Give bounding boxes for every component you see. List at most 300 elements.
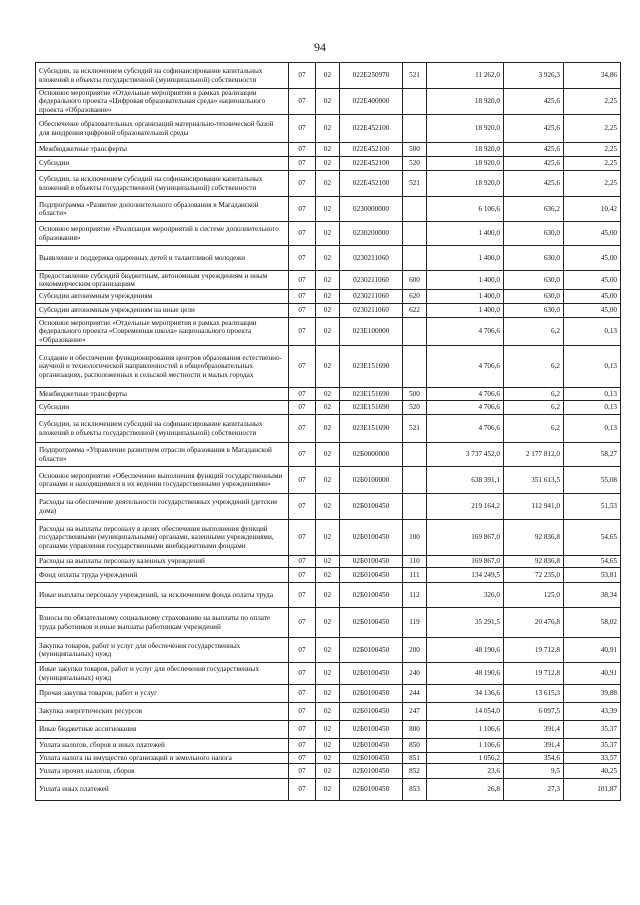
expense-type-cell: 600 <box>403 271 427 290</box>
executed-amount-cell: 92 836,8 <box>504 520 564 556</box>
target-article-cell: 02Б0100450 <box>340 779 403 801</box>
section-code-cell: 07 <box>289 63 316 89</box>
plan-amount-cell: 1 400,0 <box>427 290 504 304</box>
target-article-cell: 02Б0100450 <box>340 739 403 753</box>
percent-cell: 54,65 <box>564 520 621 556</box>
subsection-code-cell: 02 <box>316 401 340 415</box>
section-code-cell: 07 <box>289 246 316 271</box>
section-code-cell: 07 <box>289 222 316 246</box>
section-code-cell: 07 <box>289 583 316 608</box>
plan-amount-cell: 1 106,6 <box>427 721 504 739</box>
percent-cell: 34,86 <box>564 63 621 89</box>
executed-amount-cell: 13 615,3 <box>504 685 564 703</box>
table-row <box>36 638 621 663</box>
target-article-cell: 02Б0100450 <box>340 721 403 739</box>
subsection-code-cell: 02 <box>316 685 340 703</box>
subsection-code-cell: 02 <box>316 388 340 401</box>
row-name-cell: Предоставление субсидий бюджетным, автономным учреждениям и иным некоммерческим организациям <box>36 271 289 290</box>
row-name-cell: Расходы на выплаты персоналу в целях обеспечения выполнения функций государственными (муниципальными) органами, казенными учреждениями, органами управления государственными внебюджетными фондами <box>36 520 289 556</box>
section-code-cell: 07 <box>289 520 316 556</box>
expense-type-cell: 112 <box>403 583 427 608</box>
row-name-cell: Уплата прочих налогов, сборов <box>36 764 289 779</box>
percent-cell: 33,57 <box>564 753 621 764</box>
executed-amount-cell: 630,0 <box>504 222 564 246</box>
budget-table <box>35 62 621 801</box>
percent-cell: 2,25 <box>564 171 621 197</box>
target-article-cell: 02Б0100450 <box>340 764 403 779</box>
section-code-cell: 07 <box>289 764 316 779</box>
executed-amount-cell: 92 836,8 <box>504 556 564 568</box>
target-article-cell: 02Б0000000 <box>340 443 403 467</box>
row-name-cell: Закупка энергетических ресурсов <box>36 703 289 721</box>
table-row <box>36 89 621 115</box>
expense-type-cell: 200 <box>403 638 427 663</box>
table-row <box>36 764 621 779</box>
table-row <box>36 556 621 568</box>
row-name-cell: Расходы на обеспечение деятельности государственных учреждений (детские дома) <box>36 494 289 520</box>
subsection-code-cell: 02 <box>316 663 340 685</box>
subsection-code-cell: 02 <box>316 638 340 663</box>
percent-cell: 58,27 <box>564 443 621 467</box>
subsection-code-cell: 02 <box>316 143 340 157</box>
subsection-code-cell: 02 <box>316 346 340 388</box>
plan-amount-cell: 1 106,6 <box>427 739 504 753</box>
expense-type-cell <box>403 494 427 520</box>
row-name-cell: Выявление и поддержка одаренных детей и талантливой молодежи <box>36 246 289 271</box>
percent-cell: 58,02 <box>564 608 621 638</box>
executed-amount-cell: 2 177 812,0 <box>504 443 564 467</box>
executed-amount-cell: 9,5 <box>504 764 564 779</box>
expense-type-cell <box>403 89 427 115</box>
expense-type-cell: 521 <box>403 415 427 443</box>
executed-amount-cell: 125,0 <box>504 583 564 608</box>
row-name-cell: Субсидии, за исключением субсидий на софинансирование капитальных вложений в объекты государственной (муниципальной) собственности <box>36 415 289 443</box>
section-code-cell: 07 <box>289 443 316 467</box>
target-article-cell: 0230211060 <box>340 271 403 290</box>
plan-amount-cell: 219 164,2 <box>427 494 504 520</box>
target-article-cell: 0230200000 <box>340 222 403 246</box>
expense-type-cell <box>403 115 427 143</box>
percent-cell: 2,25 <box>564 89 621 115</box>
row-name-cell: Прочая закупка товаров, работ и услуг <box>36 685 289 703</box>
executed-amount-cell: 630,0 <box>504 246 564 271</box>
target-article-cell: 02Б0100450 <box>340 494 403 520</box>
percent-cell: 2,25 <box>564 143 621 157</box>
target-article-cell: 02Б0100450 <box>340 663 403 685</box>
row-name-cell: Создание и обеспечение функционирования центров образования естественно-научной и технологической направленностей в общеобразовательных организациях, расположенных в сельской местности и малых городах <box>36 346 289 388</box>
percent-cell: 40,91 <box>564 663 621 685</box>
expense-type-cell: 100 <box>403 520 427 556</box>
row-name-cell: Субсидии, за исключением субсидий на софинансирование капитальных вложений в объекты государственной (муниципальной) собственности <box>36 171 289 197</box>
plan-amount-cell: 1 400,0 <box>427 304 504 318</box>
plan-amount-cell: 4 706,6 <box>427 401 504 415</box>
percent-cell: 55,08 <box>564 467 621 494</box>
target-article-cell: 02Б0100450 <box>340 608 403 638</box>
expense-type-cell <box>403 222 427 246</box>
target-article-cell: 02Б0100000 <box>340 467 403 494</box>
subsection-code-cell: 02 <box>316 443 340 467</box>
table-row <box>36 494 621 520</box>
table-row <box>36 346 621 388</box>
plan-amount-cell: 48 190,6 <box>427 638 504 663</box>
subsection-code-cell: 02 <box>316 197 340 222</box>
expense-type-cell: 852 <box>403 764 427 779</box>
executed-amount-cell: 391,4 <box>504 739 564 753</box>
executed-amount-cell: 20 476,8 <box>504 608 564 638</box>
expense-type-cell <box>403 246 427 271</box>
expense-type-cell: 851 <box>403 753 427 764</box>
percent-cell: 10,42 <box>564 197 621 222</box>
target-article-cell: 022E250970 <box>340 63 403 89</box>
percent-cell: 54,65 <box>564 556 621 568</box>
percent-cell: 40,25 <box>564 764 621 779</box>
table-row <box>36 721 621 739</box>
table-row <box>36 583 621 608</box>
target-article-cell: 0230211060 <box>340 290 403 304</box>
plan-amount-cell: 1 400,0 <box>427 246 504 271</box>
row-name-cell: Подпрограмма «Управление развитием отрасли образования в Магаданской области» <box>36 443 289 467</box>
section-code-cell: 07 <box>289 556 316 568</box>
executed-amount-cell: 19 712,8 <box>504 638 564 663</box>
row-name-cell: Уплата налогов, сборов и иных платежей <box>36 739 289 753</box>
plan-amount-cell: 169 867,0 <box>427 520 504 556</box>
row-name-cell: Субсидии автономным учреждениям <box>36 290 289 304</box>
plan-amount-cell: 1 400,0 <box>427 271 504 290</box>
table-row <box>36 222 621 246</box>
table-row <box>36 246 621 271</box>
row-name-cell: Субсидии, за исключением субсидий на софинансирование капитальных вложений в объекты государственной (муниципальной) собственности <box>36 63 289 89</box>
executed-amount-cell: 425,6 <box>504 171 564 197</box>
target-article-cell: 0230000000 <box>340 197 403 222</box>
table-row <box>36 290 621 304</box>
subsection-code-cell: 02 <box>316 157 340 171</box>
subsection-code-cell: 02 <box>316 415 340 443</box>
percent-cell: 0,13 <box>564 318 621 346</box>
plan-amount-cell: 638 391,1 <box>427 467 504 494</box>
expense-type-cell <box>403 318 427 346</box>
plan-amount-cell: 18 920,0 <box>427 143 504 157</box>
plan-amount-cell: 11 262,0 <box>427 63 504 89</box>
target-article-cell: 0230211060 <box>340 246 403 271</box>
percent-cell: 45,00 <box>564 222 621 246</box>
section-code-cell: 07 <box>289 467 316 494</box>
subsection-code-cell: 02 <box>316 608 340 638</box>
target-article-cell: 02Б0100450 <box>340 753 403 764</box>
plan-amount-cell: 34 136,6 <box>427 685 504 703</box>
row-name-cell: Иные бюджетные ассигнования <box>36 721 289 739</box>
plan-amount-cell: 18 920,0 <box>427 115 504 143</box>
target-article-cell: 0230211060 <box>340 304 403 318</box>
expense-type-cell: 850 <box>403 739 427 753</box>
section-code-cell: 07 <box>289 415 316 443</box>
section-code-cell: 07 <box>289 388 316 401</box>
subsection-code-cell: 02 <box>316 721 340 739</box>
plan-amount-cell: 35 291,5 <box>427 608 504 638</box>
section-code-cell: 07 <box>289 568 316 583</box>
executed-amount-cell: 6,2 <box>504 415 564 443</box>
expense-type-cell: 500 <box>403 143 427 157</box>
percent-cell: 2,25 <box>564 115 621 143</box>
target-article-cell: 023E100000 <box>340 318 403 346</box>
subsection-code-cell: 02 <box>316 494 340 520</box>
percent-cell: 53,81 <box>564 568 621 583</box>
table-row <box>36 115 621 143</box>
target-article-cell: 02Б0100450 <box>340 583 403 608</box>
expense-type-cell <box>403 346 427 388</box>
plan-amount-cell: 326,0 <box>427 583 504 608</box>
row-name-cell: Субсидии автономным учреждениям на иные цели <box>36 304 289 318</box>
section-code-cell: 07 <box>289 721 316 739</box>
table-row <box>36 143 621 157</box>
row-name-cell: Межбюджетные трансферты <box>36 143 289 157</box>
section-code-cell: 07 <box>289 197 316 222</box>
page-number: 94 <box>314 40 326 54</box>
executed-amount-cell: 72 235,0 <box>504 568 564 583</box>
percent-cell: 45,00 <box>564 271 621 290</box>
executed-amount-cell: 425,6 <box>504 143 564 157</box>
subsection-code-cell: 02 <box>316 318 340 346</box>
expense-type-cell <box>403 467 427 494</box>
section-code-cell: 07 <box>289 89 316 115</box>
target-article-cell: 023E151690 <box>340 401 403 415</box>
section-code-cell: 07 <box>289 685 316 703</box>
percent-cell: 0,13 <box>564 401 621 415</box>
section-code-cell: 07 <box>289 494 316 520</box>
plan-amount-cell: 23,6 <box>427 764 504 779</box>
executed-amount-cell: 630,0 <box>504 271 564 290</box>
plan-amount-cell: 169 867,0 <box>427 556 504 568</box>
target-article-cell: 023E151690 <box>340 388 403 401</box>
percent-cell: 101,87 <box>564 779 621 801</box>
plan-amount-cell: 14 054,0 <box>427 703 504 721</box>
row-name-cell: Подпрограмма «Развитие дополнительного образования в Магаданской области» <box>36 197 289 222</box>
percent-cell: 51,53 <box>564 494 621 520</box>
subsection-code-cell: 02 <box>316 739 340 753</box>
section-code-cell: 07 <box>289 753 316 764</box>
target-article-cell: 022E452100 <box>340 143 403 157</box>
section-code-cell: 07 <box>289 703 316 721</box>
table-row <box>36 753 621 764</box>
target-article-cell: 023E151690 <box>340 415 403 443</box>
subsection-code-cell: 02 <box>316 568 340 583</box>
target-article-cell: 022E400000 <box>340 89 403 115</box>
executed-amount-cell: 425,6 <box>504 89 564 115</box>
expense-type-cell: 111 <box>403 568 427 583</box>
executed-amount-cell: 636,2 <box>504 197 564 222</box>
expense-type-cell: 244 <box>403 685 427 703</box>
expense-type-cell: 521 <box>403 63 427 89</box>
row-name-cell: Иные выплаты персоналу учреждений, за исключением фонда оплаты труда <box>36 583 289 608</box>
expense-type-cell: 240 <box>403 663 427 685</box>
plan-amount-cell: 6 106,6 <box>427 197 504 222</box>
plan-amount-cell: 1 400,0 <box>427 222 504 246</box>
expense-type-cell <box>403 197 427 222</box>
table-row <box>36 304 621 318</box>
budget-table-body <box>36 63 621 801</box>
executed-amount-cell: 425,6 <box>504 115 564 143</box>
subsection-code-cell: 02 <box>316 63 340 89</box>
table-row <box>36 467 621 494</box>
target-article-cell: 023E151690 <box>340 346 403 388</box>
executed-amount-cell: 391,4 <box>504 721 564 739</box>
executed-amount-cell: 6,2 <box>504 318 564 346</box>
executed-amount-cell: 425,6 <box>504 157 564 171</box>
expense-type-cell: 521 <box>403 171 427 197</box>
executed-amount-cell: 351 613,5 <box>504 467 564 494</box>
section-code-cell: 07 <box>289 638 316 663</box>
percent-cell: 40,91 <box>564 638 621 663</box>
percent-cell: 43,39 <box>564 703 621 721</box>
executed-amount-cell: 19 712,8 <box>504 663 564 685</box>
expense-type-cell: 110 <box>403 556 427 568</box>
section-code-cell: 07 <box>289 401 316 415</box>
executed-amount-cell: 6 097,5 <box>504 703 564 721</box>
expense-type-cell: 520 <box>403 401 427 415</box>
table-row <box>36 663 621 685</box>
row-name-cell: Межбюджетные трансферты <box>36 388 289 401</box>
subsection-code-cell: 02 <box>316 467 340 494</box>
subsection-code-cell: 02 <box>316 290 340 304</box>
subsection-code-cell: 02 <box>316 556 340 568</box>
target-article-cell: 02Б0100450 <box>340 520 403 556</box>
subsection-code-cell: 02 <box>316 304 340 318</box>
table-row <box>36 779 621 801</box>
row-name-cell: Основное мероприятие «Отдельные мероприятия в рамках реализации федерального проекта «Современная школа» национального проекта «Образование» <box>36 318 289 346</box>
subsection-code-cell: 02 <box>316 222 340 246</box>
executed-amount-cell: 6,2 <box>504 388 564 401</box>
section-code-cell: 07 <box>289 157 316 171</box>
table-row <box>36 388 621 401</box>
table-row <box>36 520 621 556</box>
executed-amount-cell: 112 941,0 <box>504 494 564 520</box>
table-row <box>36 63 621 89</box>
target-article-cell: 02Б0100450 <box>340 638 403 663</box>
executed-amount-cell: 6,2 <box>504 401 564 415</box>
expense-type-cell: 800 <box>403 721 427 739</box>
table-row <box>36 171 621 197</box>
percent-cell: 39,88 <box>564 685 621 703</box>
plan-amount-cell: 4 706,6 <box>427 388 504 401</box>
percent-cell: 45,00 <box>564 290 621 304</box>
row-name-cell: Субсидии <box>36 157 289 171</box>
section-code-cell: 07 <box>289 779 316 801</box>
table-row <box>36 415 621 443</box>
row-name-cell: Основное мероприятие «Отдельные мероприятия в рамках реализации федерального проекта «Цифровая образовательная среда» национального проекта «Образование» <box>36 89 289 115</box>
expense-type-cell: 247 <box>403 703 427 721</box>
target-article-cell: 02Б0100450 <box>340 556 403 568</box>
percent-cell: 2,25 <box>564 157 621 171</box>
subsection-code-cell: 02 <box>316 583 340 608</box>
subsection-code-cell: 02 <box>316 753 340 764</box>
plan-amount-cell: 3 737 452,0 <box>427 443 504 467</box>
row-name-cell: Уплата иных платежей <box>36 779 289 801</box>
percent-cell: 0,13 <box>564 388 621 401</box>
expense-type-cell: 119 <box>403 608 427 638</box>
subsection-code-cell: 02 <box>316 764 340 779</box>
percent-cell: 0,13 <box>564 415 621 443</box>
table-row <box>36 157 621 171</box>
row-name-cell: Обеспечение образовательных организаций материально-технической базой для внедрения цифровой образовательной среды <box>36 115 289 143</box>
plan-amount-cell: 48 190,6 <box>427 663 504 685</box>
subsection-code-cell: 02 <box>316 271 340 290</box>
row-name-cell: Закупка товаров, работ и услуг для обеспечения государственных (муниципальных) нужд <box>36 638 289 663</box>
percent-cell: 38,34 <box>564 583 621 608</box>
subsection-code-cell: 02 <box>316 779 340 801</box>
section-code-cell: 07 <box>289 346 316 388</box>
executed-amount-cell: 3 926,3 <box>504 63 564 89</box>
plan-amount-cell: 4 706,6 <box>427 318 504 346</box>
executed-amount-cell: 354,6 <box>504 753 564 764</box>
table-row <box>36 608 621 638</box>
executed-amount-cell: 630,0 <box>504 290 564 304</box>
row-name-cell: Субсидии <box>36 401 289 415</box>
section-code-cell: 07 <box>289 663 316 685</box>
table-row <box>36 197 621 222</box>
row-name-cell: Иные закупки товаров, работ и услуг для обеспечения государственных (муниципальных) нужд <box>36 663 289 685</box>
table-row <box>36 443 621 467</box>
expense-type-cell: 520 <box>403 157 427 171</box>
plan-amount-cell: 4 706,6 <box>427 346 504 388</box>
plan-amount-cell: 4 706,6 <box>427 415 504 443</box>
plan-amount-cell: 18 920,0 <box>427 171 504 197</box>
section-code-cell: 07 <box>289 115 316 143</box>
target-article-cell: 022E452100 <box>340 115 403 143</box>
target-article-cell: 02Б0100450 <box>340 568 403 583</box>
plan-amount-cell: 134 249,5 <box>427 568 504 583</box>
target-article-cell: 02Б0100450 <box>340 703 403 721</box>
executed-amount-cell: 27,3 <box>504 779 564 801</box>
expense-type-cell: 853 <box>403 779 427 801</box>
section-code-cell: 07 <box>289 304 316 318</box>
table-row <box>36 401 621 415</box>
table-row <box>36 318 621 346</box>
expense-type-cell: 622 <box>403 304 427 318</box>
subsection-code-cell: 02 <box>316 115 340 143</box>
row-name-cell: Фонд оплаты труда учреждений <box>36 568 289 583</box>
percent-cell: 35,37 <box>564 739 621 753</box>
section-code-cell: 07 <box>289 171 316 197</box>
subsection-code-cell: 02 <box>316 246 340 271</box>
target-article-cell: 022E452100 <box>340 171 403 197</box>
plan-amount-cell: 1 056,2 <box>427 753 504 764</box>
expense-type-cell: 620 <box>403 290 427 304</box>
subsection-code-cell: 02 <box>316 171 340 197</box>
table-row <box>36 568 621 583</box>
executed-amount-cell: 630,0 <box>504 304 564 318</box>
row-name-cell: Взносы по обязательному социальному страхованию на выплаты по оплате труда работников и иные выплаты работникам учреждений <box>36 608 289 638</box>
percent-cell: 0,13 <box>564 346 621 388</box>
table-row <box>36 739 621 753</box>
table-row <box>36 271 621 290</box>
row-name-cell: Основное мероприятие «Обеспечение выполнения функций государственными органами и находящимися в их ведении государственными учреждениями» <box>36 467 289 494</box>
section-code-cell: 07 <box>289 318 316 346</box>
expense-type-cell <box>403 443 427 467</box>
table-row <box>36 703 621 721</box>
section-code-cell: 07 <box>289 290 316 304</box>
subsection-code-cell: 02 <box>316 89 340 115</box>
plan-amount-cell: 18 920,0 <box>427 157 504 171</box>
section-code-cell: 07 <box>289 608 316 638</box>
row-name-cell: Расходы на выплаты персоналу казенных учреждений <box>36 556 289 568</box>
executed-amount-cell: 6,2 <box>504 346 564 388</box>
row-name-cell: Уплата налога на имущество организаций и земельного налога <box>36 753 289 764</box>
percent-cell: 45,00 <box>564 304 621 318</box>
percent-cell: 45,00 <box>564 246 621 271</box>
row-name-cell: Основное мероприятие «Реализация мероприятий в системе дополнительного образования» <box>36 222 289 246</box>
subsection-code-cell: 02 <box>316 703 340 721</box>
plan-amount-cell: 26,8 <box>427 779 504 801</box>
table-row <box>36 685 621 703</box>
